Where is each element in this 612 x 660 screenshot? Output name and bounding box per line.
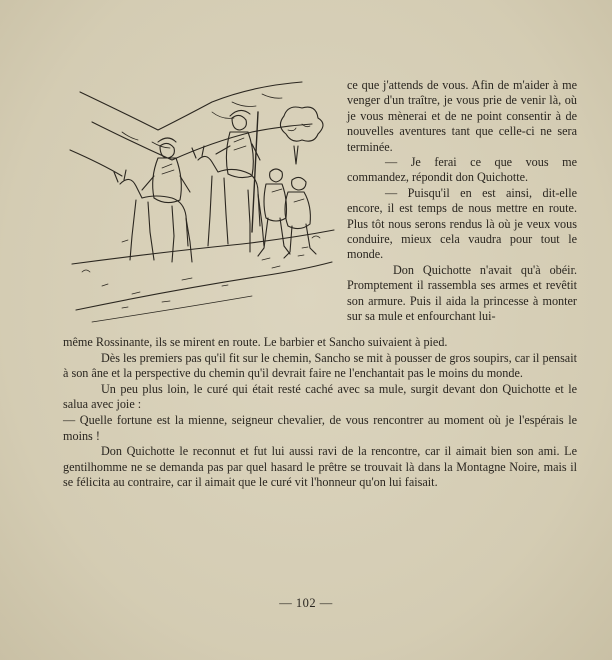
paragraph: — Puisqu'il en est ainsi, dit-elle encore, il est temps de nous mettre en route. Plus tôt nous serons rendus là où je veux vous conduire, mieux cela vaudra pour tout le monde. xyxy=(347,185,577,262)
page-number: — 102 — xyxy=(279,596,333,610)
paragraph: Don Quichotte n'avait qu'à obéir. Promptement il rassembla ses armes et revêtit son armure. Puis il aida la princesse à monter sur sa mule et enfourchant lui- xyxy=(347,262,577,324)
illustration-travelers xyxy=(62,72,340,334)
paragraph: ce que j'attends de vous. Afin de m'aider à me venger d'un traître, je vous prie de venir là, où je vous mènerai et de ne point consentir à de nouvelles aventures tant que celle-ci ne sera terminée. xyxy=(347,78,577,154)
paragraph: — Je ferai ce que vous me commandez, répondit don Quichotte. xyxy=(347,155,577,185)
paragraph: Un peu plus loin, le curé qui était resté caché avec sa mule, surgit devant don Quichotte et le salua avec joie : xyxy=(63,381,577,412)
paragraph: Dès les premiers pas qu'il fit sur le chemin, Sancho se mit à pousser de gros soupirs, car il pensait à son âne et la perspective du chemin qu'il devrait faire ne l'enchantait pas le moins du monde. xyxy=(63,350,577,381)
paragraph: même Rossinante, ils se mirent en route. Le barbier et Sancho suivaient à pied. xyxy=(63,335,448,349)
right-column-text xyxy=(347,78,577,325)
paragraph: — Quelle fortune est la mienne, seigneur chevalier, de vous rencontrer au moment où je l'espérais le moins ! xyxy=(63,412,577,443)
full-width-text xyxy=(63,335,577,491)
paragraph: Don Quichotte le reconnut et fut lui aussi ravi de la rencontre, car il aimait bien son ami. Le gentilhomme ne se demanda pas par quel hasard le prêtre se trouvait là dans la Montagne Noire, mais il se félicita au contraire, car il aimait que le curé vit l'honneur qu'on lui faisait. xyxy=(63,444,577,490)
